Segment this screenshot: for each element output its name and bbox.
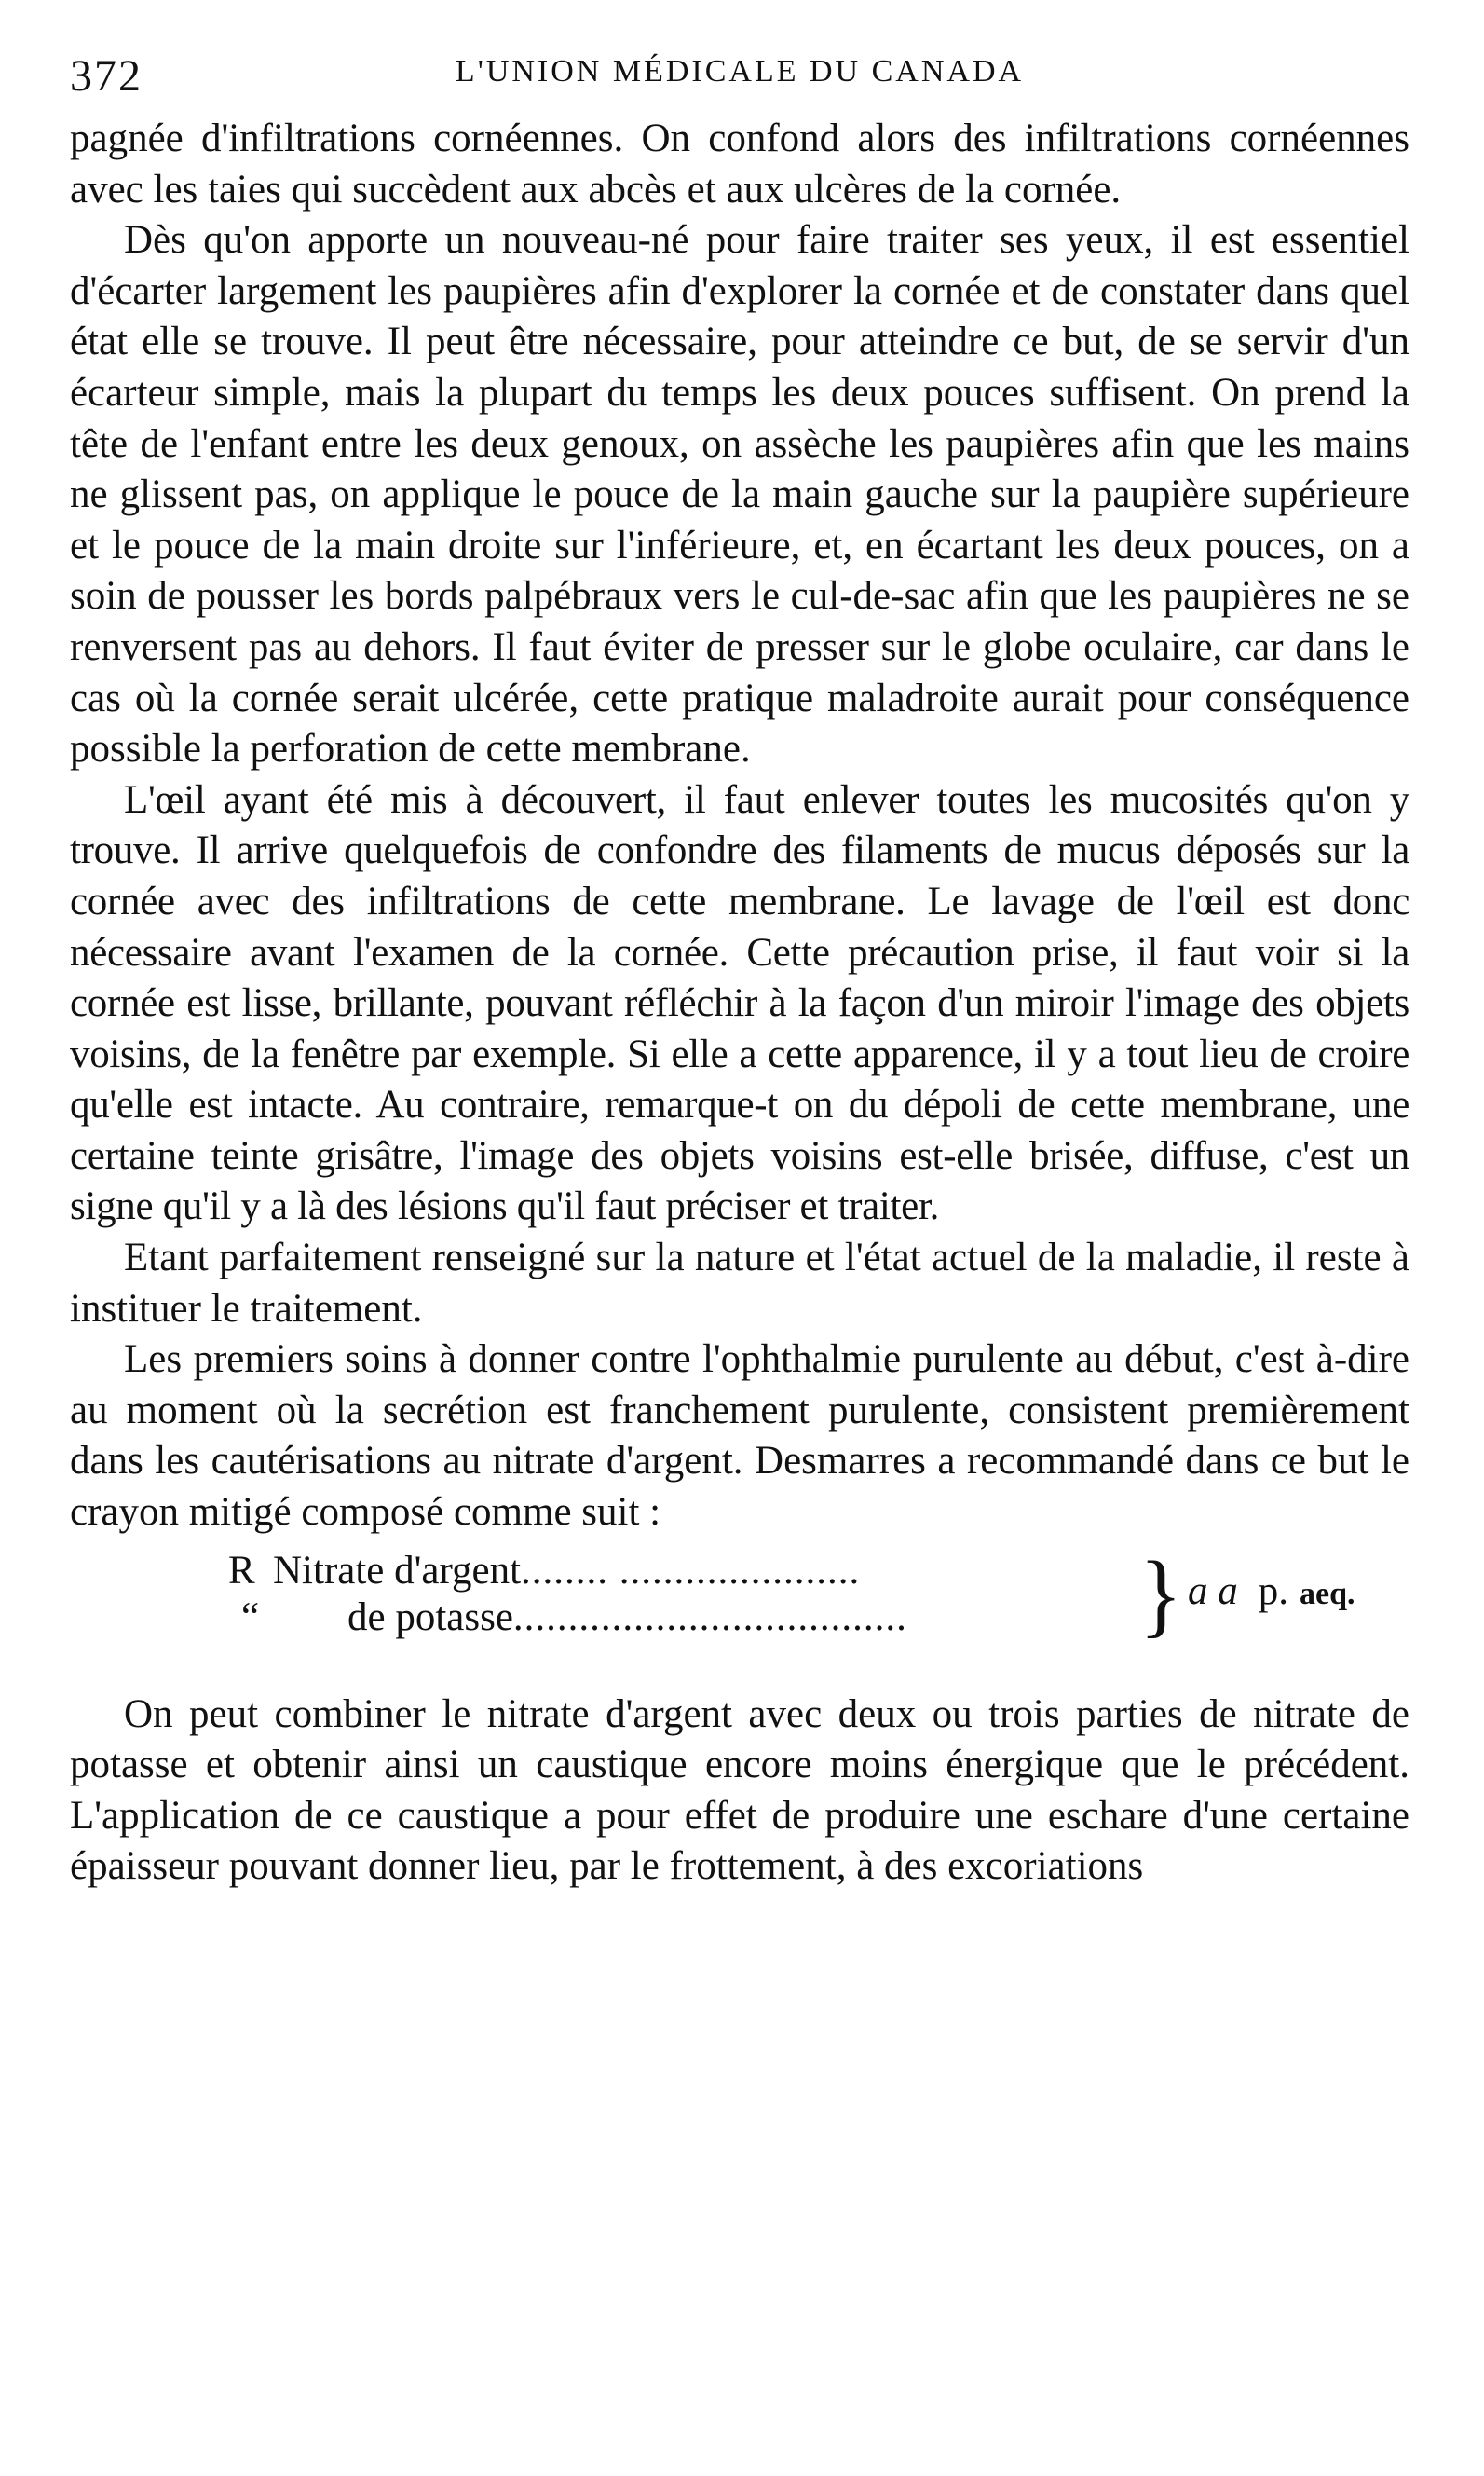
journal-title: L'UNION MÉDICALE DU CANADA	[455, 54, 1025, 89]
curly-brace: }	[1139, 1540, 1183, 1647]
prescription-formula	[70, 1540, 1409, 1676]
running-header	[70, 48, 1409, 114]
paragraph-examination: Dès qu'on apporte un nouveau-né pour faire traiter ses yeux, il est essentiel d'écarter largement les paupières afin d'explorer la cornée et de constater dans quel état elle se trouve. Il peut être nécessaire, pour atteindre ce but, de se servir d'un écarteur simple, mais la plupart du temps les deux pouces suffisent. On prend la tête de l'enfant entre les deux genoux, on assèche les paupières afin que les mains ne glissent pas, on applique le pouce de la main gauche sur la paupière supérieure et le pouce de la main droite sur l'inférieure, et, en écartant les deux pouces, on a soin de pousser les bords palpébraux vers le cul-de-sac afin que les paupières ne se renversent pas au dehors. Il faut éviter de presser sur le globe oculaire, car dans le cas où la cornée serait ulcérée, cette pratique maladroite aurait pour conséquence possible la perforation de cette membrane.	[70, 218, 1409, 772]
paragraph-treatment-intro: Etant parfaitement renseigné sur la nature et l'état actuel de la maladie, il reste à instituer le traitement.	[70, 1236, 1409, 1331]
leader-dots: ........ ......................	[521, 1548, 861, 1593]
ditto-mark: “	[241, 1594, 260, 1639]
dose-aa: a a	[1188, 1568, 1238, 1613]
prescription-line-potash	[228, 1594, 907, 1640]
page-number: 372	[70, 51, 143, 101]
recipe-symbol: R	[228, 1548, 255, 1593]
dose-p: p.	[1258, 1568, 1288, 1613]
paragraph-first-care: Les premiers soins à donner contre l'ophthalmie purulente au début, c'est à-dire au moment où la secrétion est franchement purulente, consistent premièrement dans les cautérisations au nitrate d'argent. Desmarres a recommandé dans ce but le crayon mitigé composé comme suit :	[70, 1337, 1409, 1535]
paragraph-continued: pagnée d'infiltrations cornéennes. On confond alors des infiltrations cornéennes avec les taies qui succèdent aux abcès et aux ulcères de la cornée.	[70, 116, 1409, 212]
paragraph-cornea-inspection: L'œil ayant été mis à découvert, il faut enlever toutes les mucosités qu'on y trouve. Il arrive quelquefois de confondre des filaments de mucus déposés sur la cornée avec des infiltrations de cette membrane. Le lavage de l'œil est donc nécessaire avant l'examen de la cornée. Cette précaution prise, il faut voir si la cornée est lisse, brillante, pouvant réfléchir à la façon d'un miroir l'image des objets voisins, de la fenêtre par exemple. Si elle a cette apparence, il y a tout lieu de croire qu'elle est intacte. Au contraire, remarque-t on du dépoli de cette membrane, une certaine teinte grisâtre, l'image des objets voisins est-elle brisée, diffuse, c'est un signe qu'il y a là des lésions qu'il faut préciser et traiter.	[70, 777, 1409, 1229]
dose-equal-parts	[1188, 1568, 1355, 1614]
ingredient-silver-nitrate: Nitrate d'argent	[273, 1548, 522, 1593]
prescription-line-silver-nitrate	[228, 1548, 860, 1594]
dose-aeq: aeq.	[1300, 1576, 1355, 1611]
ingredient-potash: de potasse	[347, 1594, 513, 1639]
leader-dots: ....................................	[512, 1594, 907, 1639]
body-text	[70, 114, 1409, 1893]
paragraph-caustic: On peut combiner le nitrate d'argent avec deux ou trois parties de nitrate de potasse et obtenir ainsi un caustique encore moins énergique que le précédent. L'application de ce caustique a pour effet de produire une eschare d'une certaine épaisseur pouvant donner lieu, par le frottement, à des excoriations	[70, 1691, 1409, 1889]
